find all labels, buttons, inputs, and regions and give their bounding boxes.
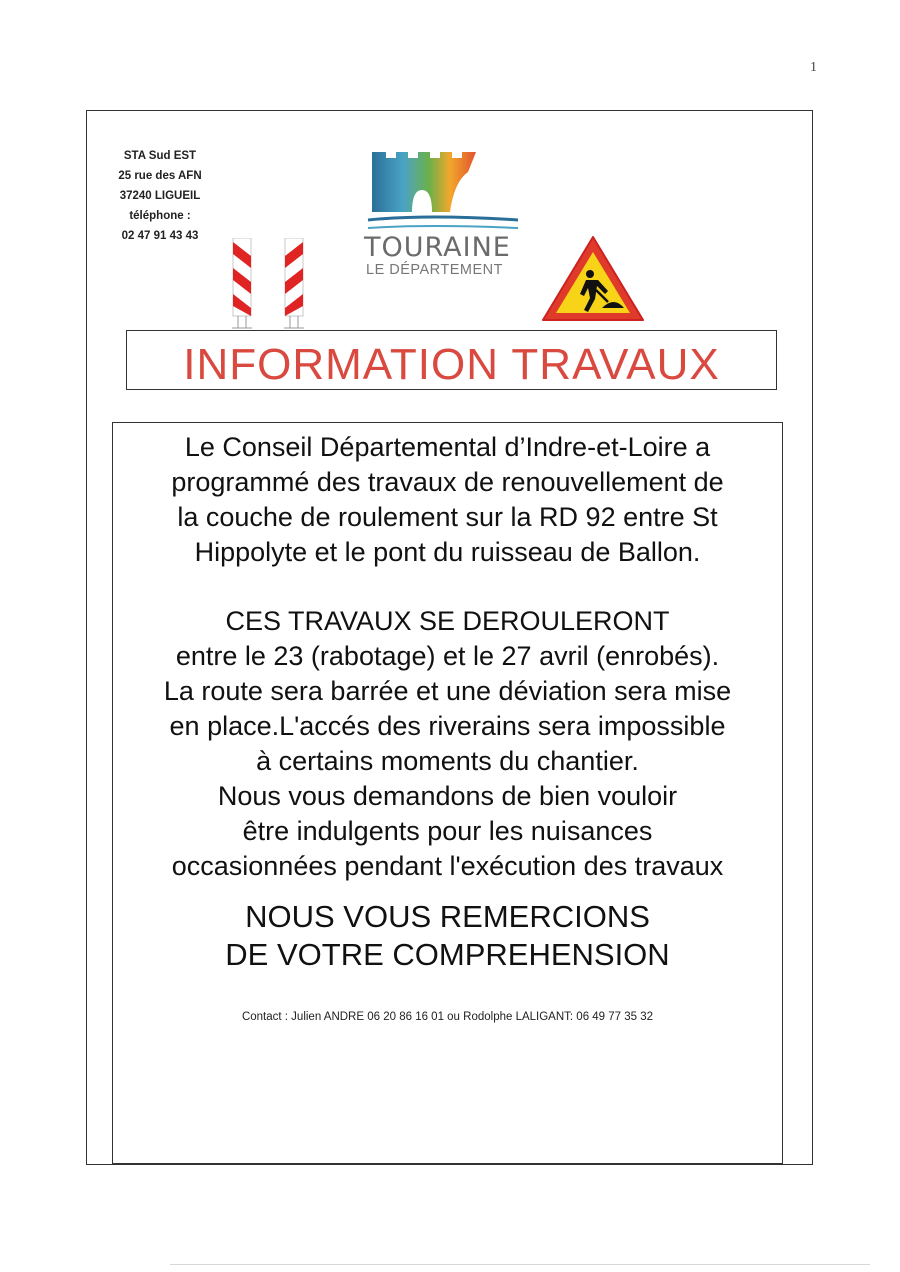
text-line: la couche de roulement sur la RD 92 entre St <box>177 502 718 532</box>
sender-line: téléphone : <box>129 210 191 222</box>
logo-subtitle: LE DÉPARTEMENT <box>366 262 503 278</box>
details-paragraph <box>112 604 783 884</box>
text-line: en place.L'accés des riverains sera impossible <box>169 711 726 741</box>
sender-address <box>100 146 220 246</box>
contact-info: Contact : Julien ANDRE 06 20 86 16 01 ou Rodolphe LALIGANT: 06 49 77 35 32 <box>241 1011 654 1023</box>
page-number: 1 <box>810 60 817 75</box>
closing-message <box>112 898 783 974</box>
text-line: occasionnées pendant l'exécution des travaux <box>171 851 724 881</box>
scan-artifact-line <box>170 1264 870 1265</box>
text-line: Le Conseil Départemental d’Indre-et-Loire a <box>184 432 711 462</box>
sender-line: 37240 LIGUEIL <box>119 190 201 202</box>
text-line: DE VOTRE COMPREHENSION <box>225 937 670 972</box>
road-barrier-icon <box>282 238 306 330</box>
text-line: programmé des travaux de renouvellement de <box>171 467 724 497</box>
text-line: CES TRAVAUX SE DEROULERONT <box>225 606 670 636</box>
text-line: Nous vous demandons de bien vouloir <box>217 781 678 811</box>
text-line: être indulgents pour les nuisances <box>242 816 653 846</box>
intro-paragraph <box>112 430 783 570</box>
text-line: La route sera barrée et une déviation sera mise <box>163 676 732 706</box>
sender-line: 02 47 91 43 43 <box>121 230 199 242</box>
sender-line: 25 rue des AFN <box>118 170 202 182</box>
roadwork-warning-sign-icon <box>540 234 646 324</box>
logo-name: TOURAINE <box>364 232 511 263</box>
text-line: à certains moments du chantier. <box>256 746 639 776</box>
sender-line: STA Sud EST <box>123 150 197 162</box>
text-line: entre le 23 (rabotage) et le 27 avril (enrobés). <box>175 641 720 671</box>
text-line: Hippolyte et le pont du ruisseau de Ballon. <box>194 537 701 567</box>
road-barrier-icon <box>230 238 254 330</box>
notice-title: INFORMATION TRAVAUX <box>183 340 720 389</box>
text-line: NOUS VOUS REMERCIONS <box>245 899 650 934</box>
